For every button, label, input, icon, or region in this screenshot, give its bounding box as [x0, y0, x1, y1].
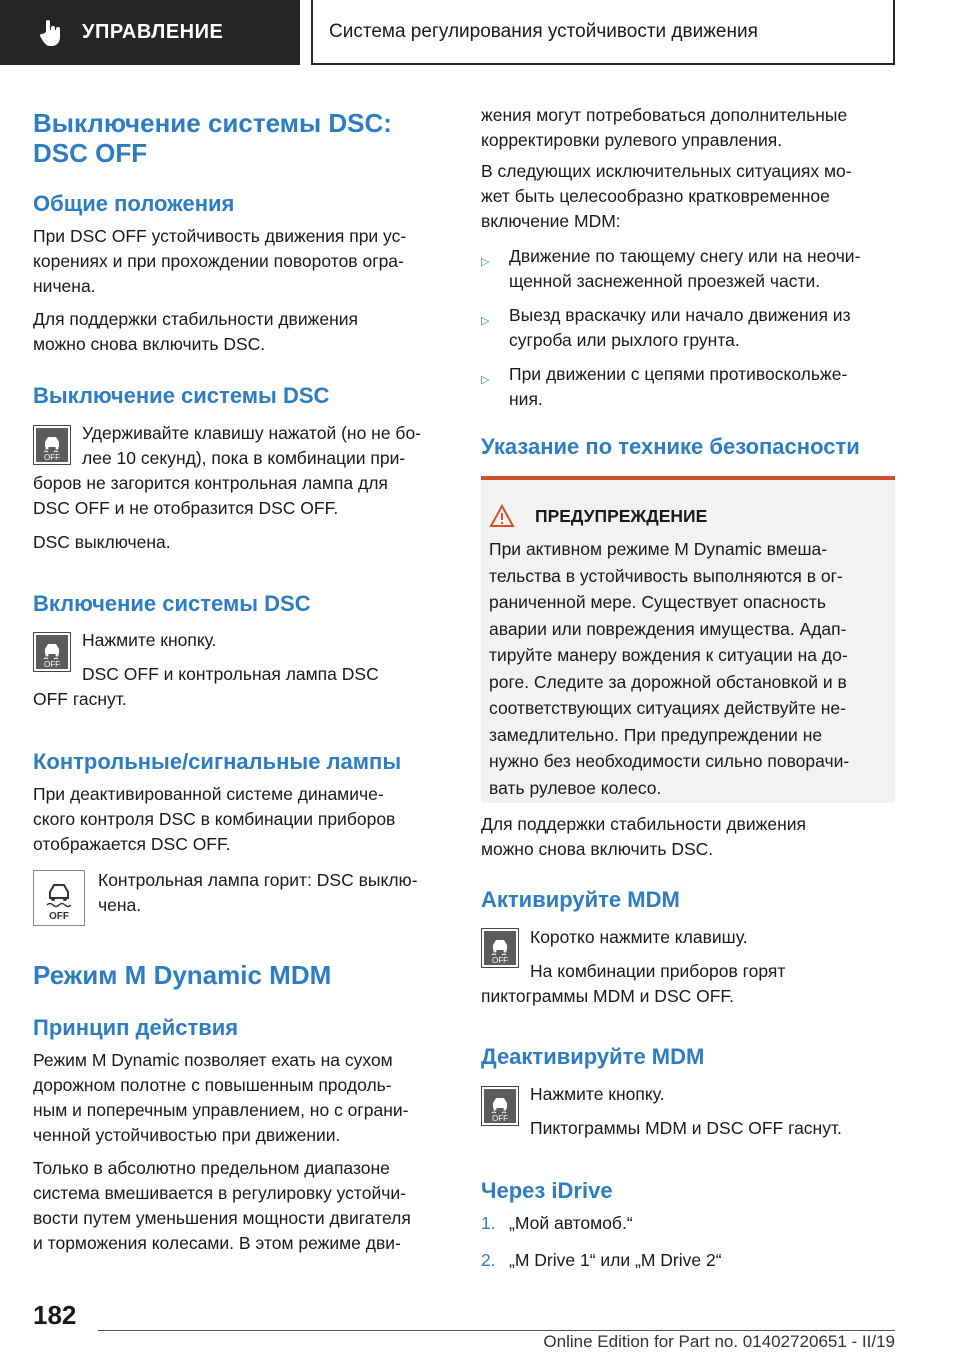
lamps-heading: Контрольные/сигнальные лампы	[33, 749, 402, 774]
list-item: 2. „M Drive 1“ или „M Drive 2“	[481, 1250, 722, 1270]
text-line: Режим M Dynamic позволяет ехать на сухом	[33, 1050, 393, 1070]
dsc-off-text-a	[82, 421, 447, 471]
triangle-bullet-icon: ▷	[481, 315, 490, 327]
text-line: тельства в устойчивость выполняются в ог-	[489, 565, 843, 586]
text-line: чена.	[98, 895, 142, 915]
general-paragraph-1	[33, 224, 445, 299]
text-line: тируйте манеру вождения к ситуации на до-	[489, 645, 848, 665]
footer-edition: Online Edition for Part no. 01402720651 - II/19	[543, 1332, 895, 1351]
dsc-off-heading: Выключение системы DSC	[33, 383, 330, 408]
text-line: раниченной мере. Существует опасность	[489, 592, 826, 612]
text-line: При DSC OFF устойчивость движения при ус-	[33, 226, 407, 246]
list-item: 1. „Мой автомоб.“	[481, 1213, 633, 1233]
text-line: На комбинации приборов горят	[530, 961, 786, 981]
dsc-off-indicator-lamp-icon	[33, 870, 85, 926]
text-line: лее 10 секунд), пока в комбинации при-	[82, 448, 406, 468]
text-line: включение MDM:	[481, 211, 621, 231]
text-line: Для поддержки стабильности движения	[481, 814, 806, 834]
section-tab	[0, 0, 300, 65]
principle-paragraph-1	[33, 1048, 445, 1148]
text-line: DSC OFF и не отобразится DSC OFF.	[33, 498, 339, 518]
triangle-bullet-icon: ▷	[481, 374, 490, 386]
dsc-off-status	[33, 530, 171, 555]
dsc-off-button-icon	[481, 928, 519, 968]
text-line: жения могут потребоваться дополнительные	[481, 105, 848, 125]
page-title-line1: Выключение системы DSC:	[33, 108, 392, 138]
svg-text:OFF: OFF	[492, 956, 508, 965]
hand-pointer-icon	[38, 19, 64, 47]
text-line: DSC выключена.	[33, 532, 171, 552]
dsc-on-text-b	[33, 687, 127, 712]
activate-text-b	[481, 984, 734, 1009]
text-line: Нажмите кнопку.	[82, 630, 217, 650]
text-line: корениях и при прохождении поворотов огра-	[33, 251, 404, 271]
warning-box	[481, 476, 895, 803]
dsc-off-text-b	[33, 471, 445, 521]
deactivate-mdm-heading: Деактивируйте MDM	[481, 1044, 705, 1069]
text-line: DSC OFF и контрольная лампа DSC	[82, 664, 379, 684]
mdm-title: Режим M Dynamic MDM	[33, 960, 332, 990]
text-line: ского контроля DSC в комбинации приборов	[33, 809, 396, 829]
warning-text	[489, 536, 889, 801]
text-line: В следующих исключительных ситуациях мо-	[481, 161, 852, 181]
text-line: Для поддержки стабильности движения	[33, 309, 358, 329]
dsc-off-button-icon	[481, 1086, 519, 1126]
lamps-paragraph	[33, 782, 445, 857]
situations-list	[481, 244, 895, 421]
page-number: 182	[33, 1300, 77, 1330]
dsc-off-button-icon	[33, 425, 71, 465]
text-line: Удерживайте клавишу нажатой (но не бо-	[82, 423, 422, 443]
text-line: вости путем уменьшения мощности двигателя	[33, 1208, 411, 1228]
text-line: Контрольная лампа горит: DSC выклю-	[98, 870, 418, 890]
dsc-on-text-a	[82, 628, 447, 687]
text-line: Нажмите кнопку.	[530, 1084, 665, 1104]
svg-text:OFF: OFF	[44, 453, 60, 462]
lamps-indicator-text	[98, 868, 448, 918]
text-line: боров не загорится контрольная лампа для	[33, 473, 388, 493]
deactivate-text	[530, 1082, 895, 1141]
situations-intro	[481, 159, 895, 234]
text-line: При активном режиме M Dynamic вмеша-	[489, 539, 828, 559]
text-line: роге. Следите за дорожной обстановкой и в	[489, 671, 847, 692]
general-heading: Общие положения	[33, 191, 235, 216]
mdm-continuation	[481, 103, 895, 153]
principle-paragraph-2	[33, 1156, 445, 1256]
warning-title: ПРЕДУПРЕЖДЕНИЕ	[489, 504, 707, 528]
text-line: соответствующих ситуациях действуйте не-	[489, 698, 846, 718]
text-line: замедлительно. При предупреждении не	[489, 724, 823, 745]
text-line: вать рулевое колесо.	[489, 777, 662, 798]
idrive-steps	[481, 1211, 895, 1285]
text-line: система вмешивается в регулировку устойчи-	[33, 1183, 406, 1203]
text-line: Коротко нажмите клавишу.	[530, 927, 748, 947]
svg-text:OFF: OFF	[44, 660, 60, 669]
text-line: ченной устойчивостью при движении.	[33, 1125, 341, 1145]
text-line: жет быть целесообразно кратковременное	[481, 186, 830, 206]
idrive-heading: Через iDrive	[481, 1178, 613, 1203]
text-line: корректировки рулевого управления.	[481, 130, 783, 150]
text-line: дорожном полотне с повышенным продоль-	[33, 1075, 392, 1095]
warning-triangle-icon	[489, 504, 515, 528]
general-paragraph-2	[33, 307, 445, 357]
text-line: При деактивированной системе динамиче-	[33, 784, 384, 804]
svg-text:OFF: OFF	[49, 911, 69, 922]
text-line: аварии или повреждения имущества. Адап-	[489, 618, 847, 639]
text-line: отображается DSC OFF.	[33, 834, 231, 854]
text-line: OFF гаснут.	[33, 689, 127, 709]
activate-text-a	[530, 925, 895, 984]
footer-divider	[98, 1330, 895, 1331]
list-item: ▷ Выезд враскачку или начало движения из сугроба или рыхлого грунта.	[481, 305, 851, 350]
activate-mdm-heading: Активируйте MDM	[481, 887, 680, 912]
dsc-on-heading: Включение системы DSC	[33, 591, 311, 616]
safety-heading: Указание по технике безопасности	[481, 434, 860, 459]
text-line: Только в абсолютно предельном диапазоне	[33, 1158, 390, 1178]
chapter-title: Система регулирования устойчивости движения	[311, 0, 895, 65]
list-item: ▷ При движении с цепями противоскольже- ния.	[481, 364, 848, 409]
text-line: ным и поперечным управлением, но с ограни-	[33, 1100, 409, 1120]
page-title-line2: DSC OFF	[33, 138, 148, 168]
text-line: пиктограммы MDM и DSC OFF.	[481, 986, 735, 1006]
text-line: ничена.	[33, 276, 96, 296]
text-line: нужно без необходимости сильно поворачи-	[489, 751, 850, 771]
support-paragraph	[481, 812, 895, 862]
triangle-bullet-icon: ▷	[481, 256, 490, 268]
text-line: Пиктограммы MDM и DSC OFF гаснут.	[530, 1118, 842, 1138]
principle-heading: Принцип действия	[33, 1015, 239, 1040]
list-item: ▷ Движение по тающему снегу или на неочи- щенной заснеженной проезжей части.	[481, 246, 861, 291]
section-title: УПРАВЛЕНИЕ	[82, 21, 224, 43]
dsc-off-button-icon	[33, 632, 71, 672]
text-line: и торможения колесами. В этом режиме дви-	[33, 1233, 401, 1253]
text-line: можно снова включить DSC.	[481, 839, 714, 859]
text-line: можно снова включить DSC.	[33, 334, 266, 354]
svg-text:OFF: OFF	[492, 1114, 508, 1123]
